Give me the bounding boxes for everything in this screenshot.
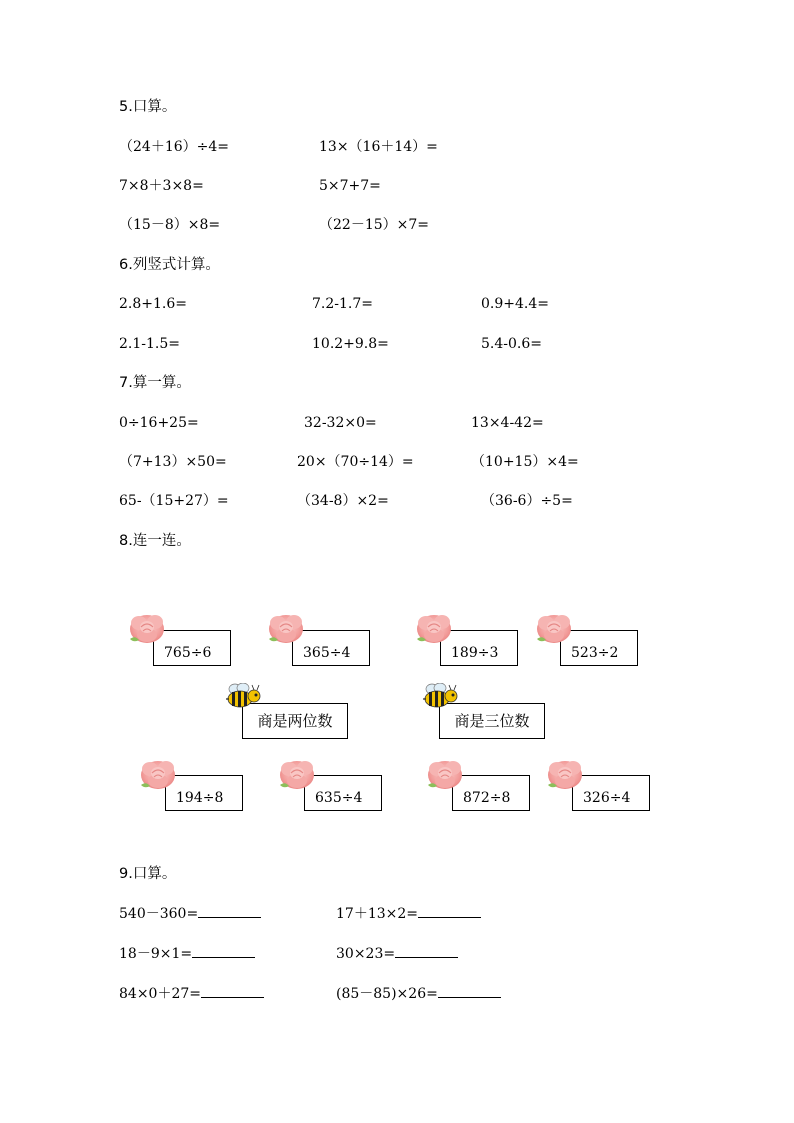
q9-row-1-right xyxy=(336,905,481,923)
flower-icon xyxy=(266,609,306,645)
answer-blank[interactable] xyxy=(395,945,458,958)
match-top-label-1: 765÷6 xyxy=(164,645,212,661)
flower-icon xyxy=(127,609,167,645)
flower-icon xyxy=(425,755,465,791)
match-bottom-label-4: 326÷4 xyxy=(583,790,631,806)
q8-heading: 8.连一连。 xyxy=(119,533,191,549)
q5-item-1: （24＋16）÷4= xyxy=(119,139,229,155)
q7-item-6: （10+15）×4= xyxy=(471,454,579,470)
q6-item-3: 0.9+4.4= xyxy=(481,296,549,312)
quotient-three-digit-box[interactable]: 商是三位数 xyxy=(439,703,545,739)
q6-item-2: 7.2-1.7= xyxy=(312,296,373,312)
q5-item-4: 5×7+7= xyxy=(319,178,381,194)
answer-blank[interactable] xyxy=(438,985,501,998)
q7-item-4: （7+13）×50= xyxy=(119,454,227,470)
match-top-label-3: 189÷3 xyxy=(451,645,499,661)
answer-blank[interactable] xyxy=(418,905,481,918)
q6-item-4: 2.1-1.5= xyxy=(119,336,180,352)
q7-item-9: （36-6）÷5= xyxy=(481,493,573,509)
answer-blank[interactable] xyxy=(192,945,255,958)
q7-item-8: （34-8）×2= xyxy=(297,493,389,509)
answer-blank[interactable] xyxy=(201,985,264,998)
q9-item-3: 18－9×1= xyxy=(119,946,193,962)
match-bottom-label-1: 194÷8 xyxy=(176,790,224,806)
q9-item-2: 17＋13×2= xyxy=(336,906,418,922)
q9-item-1: 540－360= xyxy=(119,906,199,922)
q9-heading: 9.口算。 xyxy=(119,866,177,882)
match-top-label-4: 523÷2 xyxy=(571,645,619,661)
q5-item-3: 7×8＋3×8= xyxy=(119,178,204,194)
q5-item-2: 13×（16＋14）= xyxy=(319,139,438,155)
flower-icon xyxy=(277,755,317,791)
match-top-label-2: 365÷4 xyxy=(303,645,351,661)
q7-item-3: 13×4-42= xyxy=(471,415,544,431)
q5-item-5: （15－8）×8= xyxy=(119,217,221,233)
q9-item-5: 84×0＋27= xyxy=(119,986,201,1002)
flower-icon xyxy=(545,755,585,791)
q5-item-6: （22－15）×7= xyxy=(319,217,429,233)
match-bottom-label-2: 635÷4 xyxy=(315,790,363,806)
flower-icon xyxy=(534,609,574,645)
q7-heading: 7.算一算。 xyxy=(119,375,191,391)
bee-icon xyxy=(421,683,459,709)
q5-heading: 5.口算。 xyxy=(119,99,177,115)
q7-item-1: 0÷16+25= xyxy=(119,415,199,431)
q9-row-2-right xyxy=(336,945,458,963)
q9-row-3-left xyxy=(119,985,264,1003)
q6-item-6: 5.4-0.6= xyxy=(481,336,542,352)
flower-icon xyxy=(414,609,454,645)
q6-item-1: 2.8+1.6= xyxy=(119,296,187,312)
q9-row-3-right xyxy=(336,985,501,1003)
q9-row-1-left xyxy=(119,905,261,923)
flower-icon xyxy=(138,755,178,791)
q7-item-2: 32-32×0= xyxy=(304,415,377,431)
q7-item-7: 65-（15+27）= xyxy=(119,493,229,509)
bee-icon xyxy=(224,683,262,709)
q6-heading: 6.列竖式计算。 xyxy=(119,257,220,273)
q9-item-6: (85－85)×26= xyxy=(336,986,438,1002)
quotient-two-digit-box[interactable]: 商是两位数 xyxy=(242,703,348,739)
match-bottom-label-3: 872÷8 xyxy=(463,790,511,806)
q7-item-5: 20×（70÷14）= xyxy=(297,454,414,470)
answer-blank[interactable] xyxy=(198,905,261,918)
q9-row-2-left xyxy=(119,945,255,963)
q9-item-4: 30×23= xyxy=(336,946,396,962)
q6-item-5: 10.2+9.8= xyxy=(312,336,389,352)
